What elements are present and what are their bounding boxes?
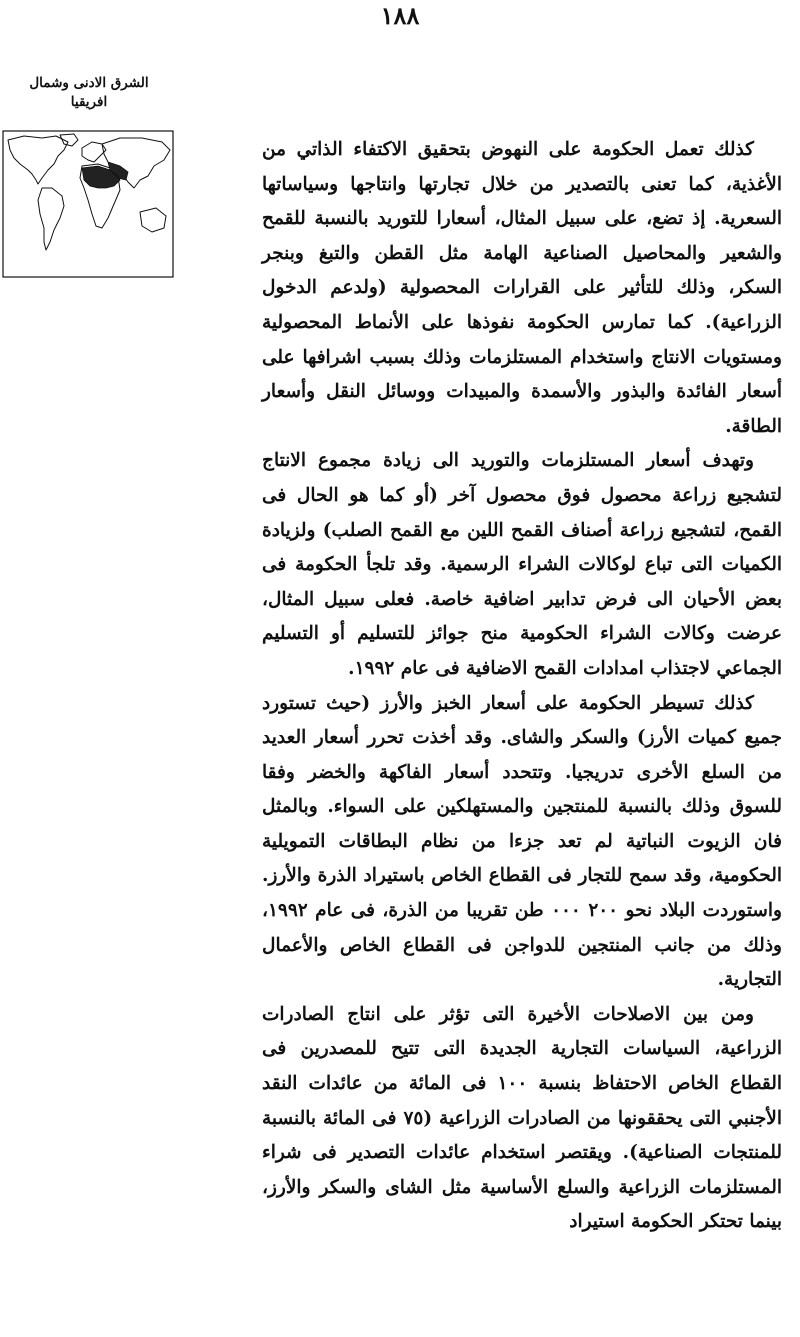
paragraph-3: كذلك تسيطر الحكومة على أسعار الخبز والأرز (حيث تستورد جميع كميات الأرز) والسكر والشاى. وقد أخذت تحرر أسعار العديد من السلع الأخرى تدريجيا. وتتحدد أسعار الفاكهة والخضر وفقا للسوق وذلك بالنسبة للمنتجين والمستهلكين على السواء. وبالمثل فان الزيوت النباتية لم تعد جزءا من نظام البطاقات التمويلية الحكومية، وقد سمح للتجار فى القطاع الخاص باستيراد الذرة والأرز. واستوردت البلاد نحو ٢٠٠ ٠٠٠ طن تقريبا من الذرة، فى عام ١٩٩٢، وذلك من جانب المنتجين للدواجن فى القطاع الخاص والأعمال التجارية.	[262, 692, 782, 991]
world-map-icon	[2, 130, 174, 278]
region-label-line-2: افريقيا	[70, 94, 108, 110]
region-label-line-1: الشرق الادنى وشمال	[29, 75, 149, 91]
paragraph-4: ومن بين الاصلاحات الأخيرة التى تؤثر على انتاج الصادرات الزراعية، السياسات التجارية الجديدة التى تتيح للمصدرين فى القطاع الخاص الاحتفاظ بنسبة ١٠٠ فى المائة من عائدات النقد الأجنبي التى يحققونها من الصادرات الزراعية (٧٥ فى المائة بالنسبة للمنتجات الصناعية). ويقتصر استخدام عائدات التصدير فى شراء المستلزمات الزراعية والسلع الأساسية مثل الشاى والسكر والأرز، بينما تحتكر الحكومة استيراد	[262, 1003, 782, 1233]
region-label	[4, 74, 174, 112]
page-number: ١٨٨	[380, 1, 420, 30]
body-text	[262, 133, 782, 1240]
map-frame	[3, 131, 173, 277]
paragraph-2: وتهدف أسعار المستلزمات والتوريد الى زيادة مجموع الانتاج لتشجيع زراعة محصول فوق محصول آخر (أو كما هو الحال فى القمح، لتشجيع زراعة أصناف القمح اللين مع القمح الصلب) ولزيادة الكميات التى تباع لوكالات الشراء الرسمية. وقد تلجأ الحكومة فى بعض الأحيان الى فرض تدابير اضافية خاصة. فعلى سبيل المثال، عرضت وكالات الشراء الحكومية منح جوائز للتسليم أو التسليم الجماعي لاجتذاب امدادات القمح الاضافية فى عام ١٩٩٢.	[262, 450, 782, 679]
paragraph-1: كذلك تعمل الحكومة على النهوض بتحقيق الاكتفاء الذاتي من الأغذية، كما تعنى بالتصدير من خلال تجارتها وانتاجها وسياساتها السعرية. إذ تضع، على سبيل المثال، أسعارا للتوريد بالنسبة للقمح والشعير والمحاصيل الصناعية الهامة مثل القطن والتبغ وبنجر السكر، وذلك للتأثير على القرارات المحصولية (ولدعم الدخول الزراعية). كما تمارس الحكومة نفوذها على الأنماط المحصولية ومستويات الانتاج واستخدام المستلزمات وذلك بسبب اشرافها على أسعار الفائدة والبذور والأسمدة والمبيدات ووسائل النقل وأسعار الطاقة.	[262, 139, 782, 437]
